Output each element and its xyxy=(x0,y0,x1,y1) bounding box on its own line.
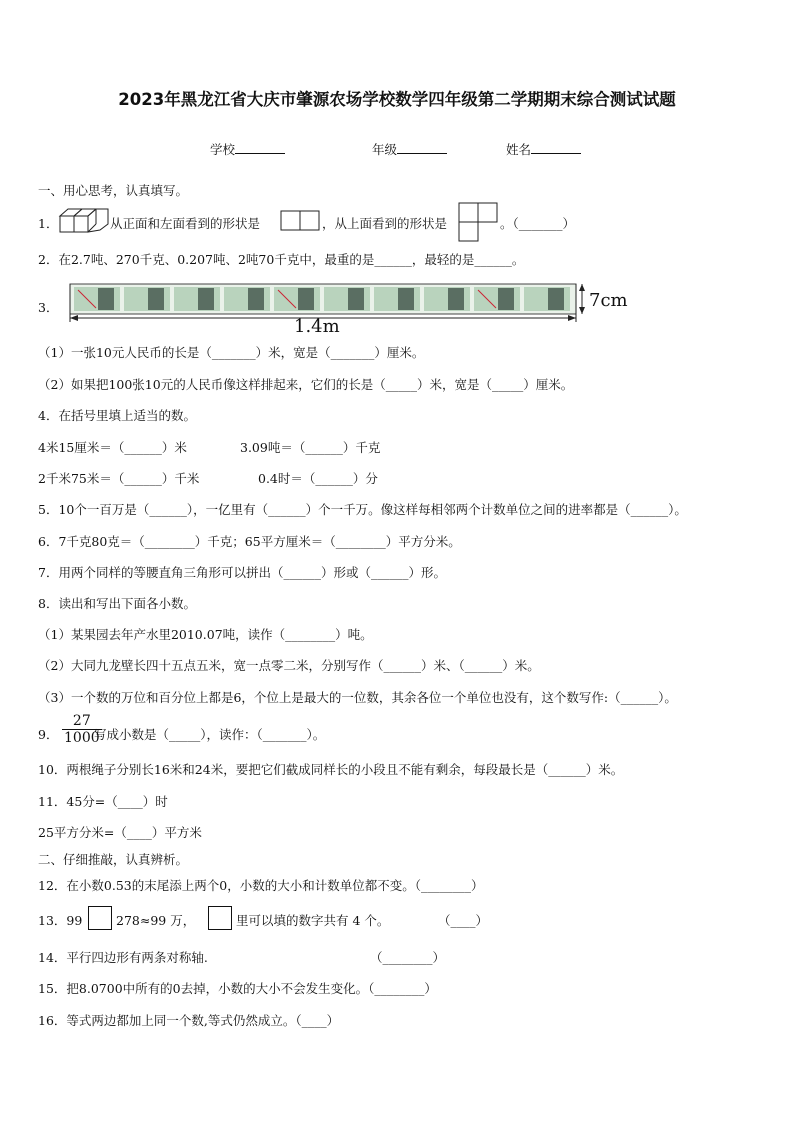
section-2-heading: 二、仔细推敲，认真辨析。 xyxy=(38,852,189,867)
question-4-b1: 2千米75米＝（______）千米 xyxy=(38,471,200,486)
question-11a: 11．45分=（____）时 xyxy=(38,794,168,809)
length-label: 1.4m xyxy=(294,316,340,337)
top-view-icon xyxy=(458,202,498,242)
question-4-a1: 4米15厘米＝（______）米 xyxy=(38,440,187,455)
question-4-a2: 3.09吨＝（______）千克 xyxy=(240,440,381,455)
question-8-3: （3）一个数的万位和百分位上都是6，个位上是最大的一位数，其余各位一个单位也没有，这个数写作:（______）。 xyxy=(38,690,677,705)
question-15: 15．把8.0700中所有的0去掉，小数的大小不会发生变化。（________） xyxy=(38,981,437,996)
question-10: 10．两根绳子分别长16米和24米，要把它们截成同样长的小段且不能有剩余，每段最长是（______）米。 xyxy=(38,762,624,777)
question-4: 4．在括号里填上适当的数。 xyxy=(38,408,196,423)
banknote-strip-figure xyxy=(66,282,656,334)
fraction: $\frac{27}{1000}$ xyxy=(64,713,100,746)
question-4-b2: 0.4时＝（______）分 xyxy=(258,471,378,486)
question-3-2: （2）如果把100张10元的人民币像这样排起来，它们的长是（_____）米，宽是（_____）厘米。 xyxy=(38,377,574,392)
digit-box-2[interactable] xyxy=(208,906,232,930)
question-3-1: （1）一张10元人民币的长是（_______）米，宽是（_______）厘米。 xyxy=(38,345,425,360)
page-title: 2023年黑龙江省大庆市肇源农场学校数学四年级第二学期期末综合测试试题 xyxy=(118,90,676,109)
question-5: 5．10个一百万是（______），一亿里有（______）个一千万。像这样每相邻两个计数单位之间的进率都是（______）。 xyxy=(38,502,687,517)
name-field[interactable]: 姓名 xyxy=(506,140,581,158)
digit-box[interactable] xyxy=(88,906,112,930)
school-field[interactable]: 学校 xyxy=(210,140,285,158)
question-7: 7．用两个同样的等腰直角三角形可以拼出（______）形或（______）形。 xyxy=(38,565,446,580)
banknote-row xyxy=(70,284,576,314)
question-6: 6．7千克80克＝（________）千克；65平方厘米＝（________）平方分米。 xyxy=(38,534,461,549)
question-12: 12．在小数0.53的末尾添上两个0，小数的大小和计数单位都不变。（________） xyxy=(38,878,484,893)
question-16: 16．等式两边都加上同一个数,等式仍然成立。（____） xyxy=(38,1013,340,1028)
question-8-2: （2）大同九龙壁长四十五点五米，宽一点零二米，分别写作（______）米、（______）米。 xyxy=(38,658,540,673)
question-13: 13．99 278≈99 万， 里可以填的数字共有 4 个。 （____） xyxy=(38,906,498,932)
student-info xyxy=(0,140,794,160)
front-view-icon xyxy=(280,210,320,232)
section-1-heading: 一、用心思考，认真填写。 xyxy=(38,183,189,198)
question-8: 8．读出和写出下面各小数。 xyxy=(38,596,196,611)
question-11b: 25平方分米=（____）平方米 xyxy=(38,825,202,840)
question-2: 2．在2.7吨、270千克、0.207吨、2吨70千克中，最重的是______，最轻的是______。 xyxy=(38,252,525,267)
question-14: 14．平行四边形有两条对称轴. （________） xyxy=(38,950,446,965)
question-3: 3． 7cm 1.4m xyxy=(38,282,658,334)
grade-field[interactable]: 年级 xyxy=(372,140,447,158)
question-8-1: （1）某果园去年产水里2010.07吨，读作（________）吨。 xyxy=(38,627,373,642)
width-label: 7cm xyxy=(589,290,628,311)
cube-stack-icon xyxy=(58,206,110,234)
